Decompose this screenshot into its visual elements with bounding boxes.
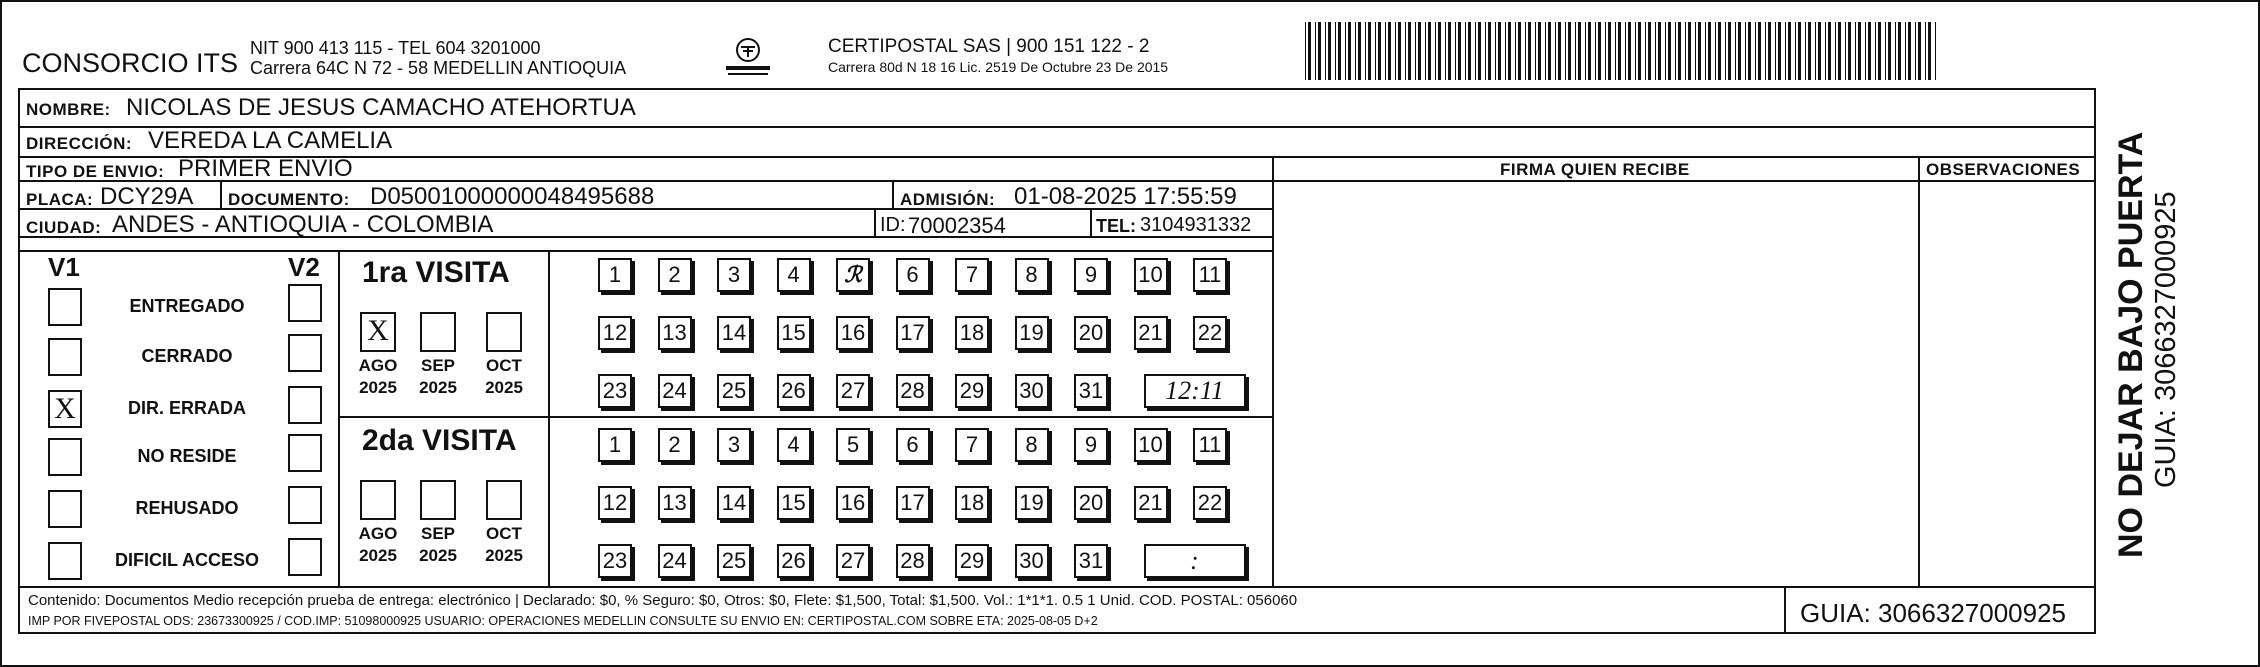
barcode-bar — [1305, 22, 1306, 80]
day-box[interactable]: 3 — [717, 258, 751, 292]
first-visit-label: 1ra VISITA — [362, 256, 510, 289]
barcode-bar — [1918, 22, 1921, 80]
month-checkbox[interactable] — [420, 312, 456, 352]
barcode-bar — [1765, 22, 1766, 80]
barcode-bar — [1538, 22, 1541, 80]
day-box-marked[interactable]: ℛ — [836, 258, 870, 292]
barcode-bar — [1595, 22, 1596, 80]
tel-divider — [1090, 208, 1092, 236]
barcode-bar — [1748, 22, 1751, 80]
tipo-label: TIPO DE ENVIO: — [26, 162, 165, 181]
month-checkbox[interactable] — [420, 480, 456, 520]
year-label: 2025 — [419, 546, 457, 565]
second-visit-label: 2da VISITA — [362, 424, 517, 457]
v1-checkbox[interactable] — [48, 438, 82, 476]
barcode-bar — [1878, 22, 1881, 80]
barcode-bar — [1548, 22, 1551, 80]
tipo-value: PRIMER ENVIO — [178, 155, 353, 182]
barcode-bar — [1798, 22, 1801, 80]
v2-checkbox[interactable] — [288, 434, 322, 472]
barcode-bar — [1708, 22, 1711, 80]
barcode-bar — [1868, 22, 1871, 80]
barcode-bar — [1525, 22, 1526, 80]
barcode-bar — [1378, 22, 1381, 80]
barcode-bar — [1905, 22, 1906, 80]
barcode-bar — [1845, 22, 1846, 80]
day-box[interactable]: 8 — [1015, 428, 1049, 462]
barcode-bar — [1898, 22, 1901, 80]
barcode-bar — [1678, 22, 1681, 80]
barcode-bar — [1428, 22, 1431, 80]
month-checkbox[interactable] — [360, 312, 396, 352]
time-box[interactable]: 12:11 — [1144, 374, 1246, 408]
day-box[interactable]: 10 — [1134, 258, 1168, 292]
v1-checkbox[interactable] — [48, 390, 82, 428]
day-box[interactable]: 24 — [658, 374, 692, 408]
barcode-bar — [1928, 22, 1931, 80]
barcode-bar — [1775, 22, 1776, 80]
day-box[interactable]: 7 — [955, 258, 989, 292]
barcode-bar — [1505, 22, 1506, 80]
barcode-bar — [1638, 22, 1641, 80]
status-label: REHUSADO — [135, 498, 239, 518]
day-box[interactable]: 7 — [955, 428, 989, 462]
direccion-value: VEREDA LA CAMELIA — [148, 127, 393, 154]
day-box[interactable]: 2 — [658, 258, 692, 292]
day-box[interactable]: 24 — [658, 544, 692, 578]
barcode-bar — [1768, 22, 1771, 80]
barcode-bar — [1855, 22, 1856, 80]
day-box[interactable]: 2 — [658, 428, 692, 462]
carrier-address: Carrera 80d N 18 16 Lic. 2519 De Octubre 23 De 2015 — [828, 59, 1169, 75]
barcode-bar — [1758, 22, 1761, 80]
footer-contenido: Contenido: Documentos Medio recepción prueba de entrega: electrónico | Declarado: $0, % Seguro: $0, Otros: $0, Flete: $1,500, Total: $1,500. Vol.: 1*1*1. 0.5 1 Unid. COD. POSTAL: 056060 — [28, 592, 1298, 609]
day-box[interactable]: 28 — [896, 374, 930, 408]
barcode-bar — [1358, 22, 1361, 80]
day-box[interactable]: 26 — [777, 544, 811, 578]
day-box[interactable]: 16 — [836, 486, 870, 520]
barcode-bar — [1628, 22, 1631, 80]
day-box[interactable]: 20 — [1074, 316, 1108, 350]
barcode-bar — [1648, 22, 1651, 80]
barcode-bar — [1635, 22, 1636, 80]
barcode-bar — [1665, 22, 1666, 80]
day-box[interactable]: 6 — [896, 258, 930, 292]
day-box[interactable]: 13 — [658, 486, 692, 520]
status-label: DIFICIL ACCESO — [114, 550, 259, 570]
documento-label: DOCUMENTO: — [228, 190, 350, 209]
nombre-value: NICOLAS DE JESUS CAMACHO ATEHORTUA — [126, 94, 636, 121]
barcode-bar — [1575, 22, 1576, 80]
v2-checkbox[interactable] — [288, 486, 322, 524]
month-label: SEP — [420, 524, 456, 543]
obs-divider — [1918, 156, 1920, 586]
row-divider — [18, 250, 1274, 252]
barcode-bar — [1728, 22, 1731, 80]
day-box[interactable]: 11 — [1193, 258, 1227, 292]
month-divider — [548, 250, 550, 586]
barcode-bar — [1895, 22, 1896, 80]
day-box[interactable]: 19 — [1015, 486, 1049, 520]
barcode-bar — [1335, 22, 1336, 80]
day-box[interactable]: 12 — [598, 316, 632, 350]
row-divider — [1272, 180, 2096, 182]
barcode-bar — [1865, 22, 1866, 80]
id-value: 70002354 — [908, 213, 1006, 238]
certipostal-logo — [720, 36, 776, 80]
v1-checkbox[interactable] — [48, 542, 82, 580]
barcode-bar — [1365, 22, 1366, 80]
day-box[interactable]: 27 — [836, 374, 870, 408]
barcode-bar — [1598, 22, 1601, 80]
month-label: OCT — [486, 356, 522, 375]
tel-value: 3104931332 — [1140, 214, 1252, 236]
barcode-bar — [1908, 22, 1911, 80]
barcode-bar — [1615, 22, 1616, 80]
day-box[interactable]: 9 — [1074, 258, 1108, 292]
day-box[interactable]: 25 — [717, 374, 751, 408]
tel-label: TEL: — [1096, 216, 1136, 236]
barcode-bar — [1778, 22, 1781, 80]
barcode-bar — [1508, 22, 1511, 80]
day-box[interactable]: 4 — [777, 258, 811, 292]
v2-checkbox[interactable] — [288, 334, 322, 372]
day-box[interactable]: 27 — [836, 544, 870, 578]
v2-checkbox[interactable] — [288, 538, 322, 576]
month-label: SEP — [420, 356, 456, 375]
month-checkbox[interactable] — [486, 312, 522, 352]
status-label: DIR. ERRADA — [127, 398, 246, 418]
footer-guia: GUIA: 3066327000925 — [1800, 598, 2066, 628]
barcode-bar — [1785, 22, 1786, 80]
barcode-bar — [1498, 22, 1501, 80]
barcode-bar — [1425, 22, 1426, 80]
carrier-name: CERTIPOSTAL SAS | 900 151 122 - 2 — [828, 36, 1150, 57]
footer-guia-divider — [1784, 586, 1786, 634]
barcode-bar — [1325, 22, 1326, 80]
day-box[interactable]: 17 — [896, 316, 930, 350]
barcode-bar — [1315, 22, 1316, 80]
firma-divider — [1272, 156, 1274, 586]
day-box[interactable]: 11 — [1193, 428, 1227, 462]
day-box[interactable]: 18 — [955, 486, 989, 520]
footer-imp: IMP POR FIVEPOSTAL ODS: 23673300925 / COD.IMP: 51098000925 USUARIO: OPERACIONES MEDELLIN CONSULTE SU ENVIO EN: CERTIPOSTAL.COM SOBRE ETA: 2025-08-05 D+2 — [28, 614, 1098, 628]
day-box[interactable]: 23 — [598, 374, 632, 408]
month-label: OCT — [486, 524, 522, 543]
month-checkbox[interactable] — [360, 480, 396, 520]
barcode-bar — [1455, 22, 1456, 80]
barcode-bar — [1515, 22, 1516, 80]
barcode-bar — [1438, 22, 1441, 80]
day-box[interactable]: 16 — [836, 316, 870, 350]
barcode-bar — [1518, 22, 1521, 80]
barcode-bar — [1465, 22, 1466, 80]
status-divider — [338, 250, 340, 586]
barcode-bar — [1375, 22, 1376, 80]
status-label: CERRADO — [141, 346, 233, 366]
day-box[interactable]: 29 — [955, 544, 989, 578]
day-box[interactable]: 12 — [598, 486, 632, 520]
barcode-bar — [1418, 22, 1421, 80]
barcode-bar — [1448, 22, 1451, 80]
barcode-bar — [1815, 22, 1816, 80]
placa-divider — [220, 180, 222, 208]
barcode-bar — [1468, 22, 1471, 80]
checkmark-icon: X — [367, 314, 389, 347]
day-box[interactable]: 30 — [1015, 544, 1049, 578]
barcode-bar — [1688, 22, 1691, 80]
barcode-bar — [1588, 22, 1591, 80]
day-box[interactable]: 17 — [896, 486, 930, 520]
barcode-bar — [1308, 22, 1311, 80]
day-box[interactable]: 8 — [1015, 258, 1049, 292]
barcode-bar — [1535, 22, 1536, 80]
side-guia — [2150, 88, 2184, 488]
id-divider — [874, 208, 876, 236]
v1-checkbox[interactable] — [48, 288, 82, 326]
barcode-bar — [1725, 22, 1726, 80]
admision-value: 01-08-2025 17:55:59 — [1014, 183, 1237, 210]
day-box[interactable]: 15 — [777, 486, 811, 520]
v2-checkbox[interactable] — [288, 386, 322, 424]
day-box[interactable]: 23 — [598, 544, 632, 578]
barcode-bar — [1675, 22, 1676, 80]
barcode-bar — [1755, 22, 1756, 80]
barcode-bar — [1858, 22, 1861, 80]
ciudad-label: CIUDAD: — [26, 218, 102, 237]
barcode-bar — [1578, 22, 1581, 80]
checkmark-icon: X — [54, 392, 76, 425]
day-box[interactable]: 4 — [777, 428, 811, 462]
day-box[interactable]: 3 — [717, 428, 751, 462]
day-box[interactable]: 18 — [955, 316, 989, 350]
day-box[interactable]: 22 — [1193, 316, 1227, 350]
barcode-bar — [1435, 22, 1436, 80]
side-warning-text: NO DEJAR BAJO PUERTA — [2112, 131, 2150, 558]
direccion-label: DIRECCIÓN: — [26, 134, 133, 153]
barcode-bar — [1658, 22, 1661, 80]
time-box[interactable]: : — [1144, 544, 1246, 578]
barcode-bar — [1485, 22, 1486, 80]
company-address: Carrera 64C N 72 - 58 MEDELLIN ANTIOQUIA — [250, 58, 627, 78]
barcode-bar — [1935, 22, 1936, 80]
day-box[interactable]: 15 — [777, 316, 811, 350]
barcode-bar — [1915, 22, 1916, 80]
day-box[interactable]: 10 — [1134, 428, 1168, 462]
barcode-bar — [1405, 22, 1406, 80]
status-label: ENTREGADO — [129, 296, 245, 316]
barcode-bar — [1488, 22, 1491, 80]
day-box[interactable]: 1 — [598, 258, 632, 292]
month-label: AGO — [358, 524, 398, 543]
barcode-bar — [1885, 22, 1886, 80]
barcode-bar — [1368, 22, 1371, 80]
barcode-bar — [1888, 22, 1891, 80]
admision-divider — [892, 180, 894, 208]
barcode — [1305, 22, 1945, 80]
barcode-bar — [1625, 22, 1626, 80]
visit-divider — [338, 416, 1272, 418]
day-box[interactable]: 9 — [1074, 428, 1108, 462]
day-box[interactable]: 20 — [1074, 486, 1108, 520]
v2-checkbox[interactable] — [288, 284, 322, 322]
barcode-bar — [1568, 22, 1571, 80]
barcode-bar — [1585, 22, 1586, 80]
day-box[interactable]: 21 — [1134, 486, 1168, 520]
barcode-bar — [1558, 22, 1561, 80]
barcode-bar — [1355, 22, 1356, 80]
barcode-bar — [1495, 22, 1496, 80]
barcode-bar — [1348, 22, 1351, 80]
day-box[interactable]: 6 — [896, 428, 930, 462]
day-box[interactable]: 19 — [1015, 316, 1049, 350]
admision-label: ADMISIÓN: — [900, 190, 996, 209]
barcode-bar — [1345, 22, 1346, 80]
barcode-bar — [1415, 22, 1416, 80]
barcode-bar — [1828, 22, 1831, 80]
barcode-bar — [1655, 22, 1656, 80]
barcode-bar — [1925, 22, 1926, 80]
barcode-bar — [1395, 22, 1396, 80]
day-box[interactable]: 13 — [658, 316, 692, 350]
company-nit: NIT 900 413 115 - TEL 604 3201000 — [250, 38, 541, 58]
side-guia-text: GUIA: 3066327000925 — [2150, 191, 2182, 488]
barcode-bar — [1555, 22, 1556, 80]
barcode-bar — [1685, 22, 1686, 80]
month-checkbox[interactable] — [486, 480, 522, 520]
year-label: 2025 — [485, 378, 523, 397]
barcode-bar — [1445, 22, 1446, 80]
company-name: CONSORCIO ITS — [22, 48, 239, 78]
barcode-bar — [1608, 22, 1611, 80]
barcode-bar — [1318, 22, 1321, 80]
day-box[interactable]: 31 — [1074, 374, 1108, 408]
barcode-bar — [1818, 22, 1821, 80]
observaciones-label: OBSERVACIONES — [1926, 160, 2081, 179]
day-box[interactable]: 14 — [717, 486, 751, 520]
barcode-bar — [1715, 22, 1716, 80]
barcode-bar — [1698, 22, 1701, 80]
placa-value: DCY29A — [100, 183, 194, 210]
barcode-bar — [1398, 22, 1401, 80]
day-box[interactable]: 21 — [1134, 316, 1168, 350]
firma-label: FIRMA QUIEN RECIBE — [1500, 160, 1690, 179]
side-warning — [2112, 38, 2152, 558]
year-label: 2025 — [419, 378, 457, 397]
barcode-bar — [1788, 22, 1791, 80]
barcode-bar — [1338, 22, 1341, 80]
barcode-bar — [1528, 22, 1531, 80]
barcode-bar — [1408, 22, 1411, 80]
barcode-bar — [1735, 22, 1736, 80]
status-label: NO RESIDE — [137, 446, 237, 466]
barcode-bar — [1618, 22, 1621, 80]
nombre-label: NOMBRE: — [26, 100, 111, 119]
v1-checkbox[interactable] — [48, 338, 82, 376]
id-label: ID: — [880, 214, 906, 236]
day-box[interactable]: 28 — [896, 544, 930, 578]
barcode-bar — [1645, 22, 1646, 80]
barcode-bar — [1738, 22, 1741, 80]
barcode-bar — [1705, 22, 1706, 80]
year-label: 2025 — [485, 546, 523, 565]
barcode-bar — [1805, 22, 1806, 80]
ciudad-value: ANDES - ANTIOQUIA - COLOMBIA — [112, 211, 494, 238]
day-box[interactable]: 5 — [836, 428, 870, 462]
barcode-bar — [1385, 22, 1386, 80]
day-box[interactable]: 30 — [1015, 374, 1049, 408]
year-label: 2025 — [359, 378, 397, 397]
day-box[interactable]: 14 — [717, 316, 751, 350]
barcode-bar — [1875, 22, 1876, 80]
year-label: 2025 — [359, 546, 397, 565]
day-box[interactable]: 26 — [777, 374, 811, 408]
day-box[interactable]: 22 — [1193, 486, 1227, 520]
barcode-bar — [1668, 22, 1671, 80]
day-box[interactable]: 25 — [717, 544, 751, 578]
barcode-bar — [1795, 22, 1796, 80]
day-box[interactable]: 29 — [955, 374, 989, 408]
barcode-bar — [1605, 22, 1606, 80]
v1-checkbox[interactable] — [48, 490, 82, 528]
barcode-bar — [1475, 22, 1476, 80]
barcode-bar — [1565, 22, 1566, 80]
barcode-bar — [1388, 22, 1391, 80]
barcode-bar — [1835, 22, 1836, 80]
barcode-bar — [1745, 22, 1746, 80]
barcode-bar — [1838, 22, 1841, 80]
barcode-bar — [1825, 22, 1826, 80]
placa-label: PLACA: — [26, 190, 94, 209]
day-box[interactable]: 31 — [1074, 544, 1108, 578]
month-label: AGO — [358, 356, 398, 375]
barcode-bar — [1695, 22, 1696, 80]
barcode-bar — [1458, 22, 1461, 80]
barcode-bar — [1478, 22, 1481, 80]
barcode-bar — [1545, 22, 1546, 80]
barcode-bar — [1848, 22, 1851, 80]
barcode-bar — [1808, 22, 1811, 80]
day-box[interactable]: 1 — [598, 428, 632, 462]
barcode-bar — [1328, 22, 1331, 80]
documento-value: D05001000000048495688 — [370, 183, 655, 210]
barcode-bar — [1718, 22, 1721, 80]
v2-label: V2 — [288, 252, 320, 282]
v1-label: V1 — [48, 252, 80, 282]
